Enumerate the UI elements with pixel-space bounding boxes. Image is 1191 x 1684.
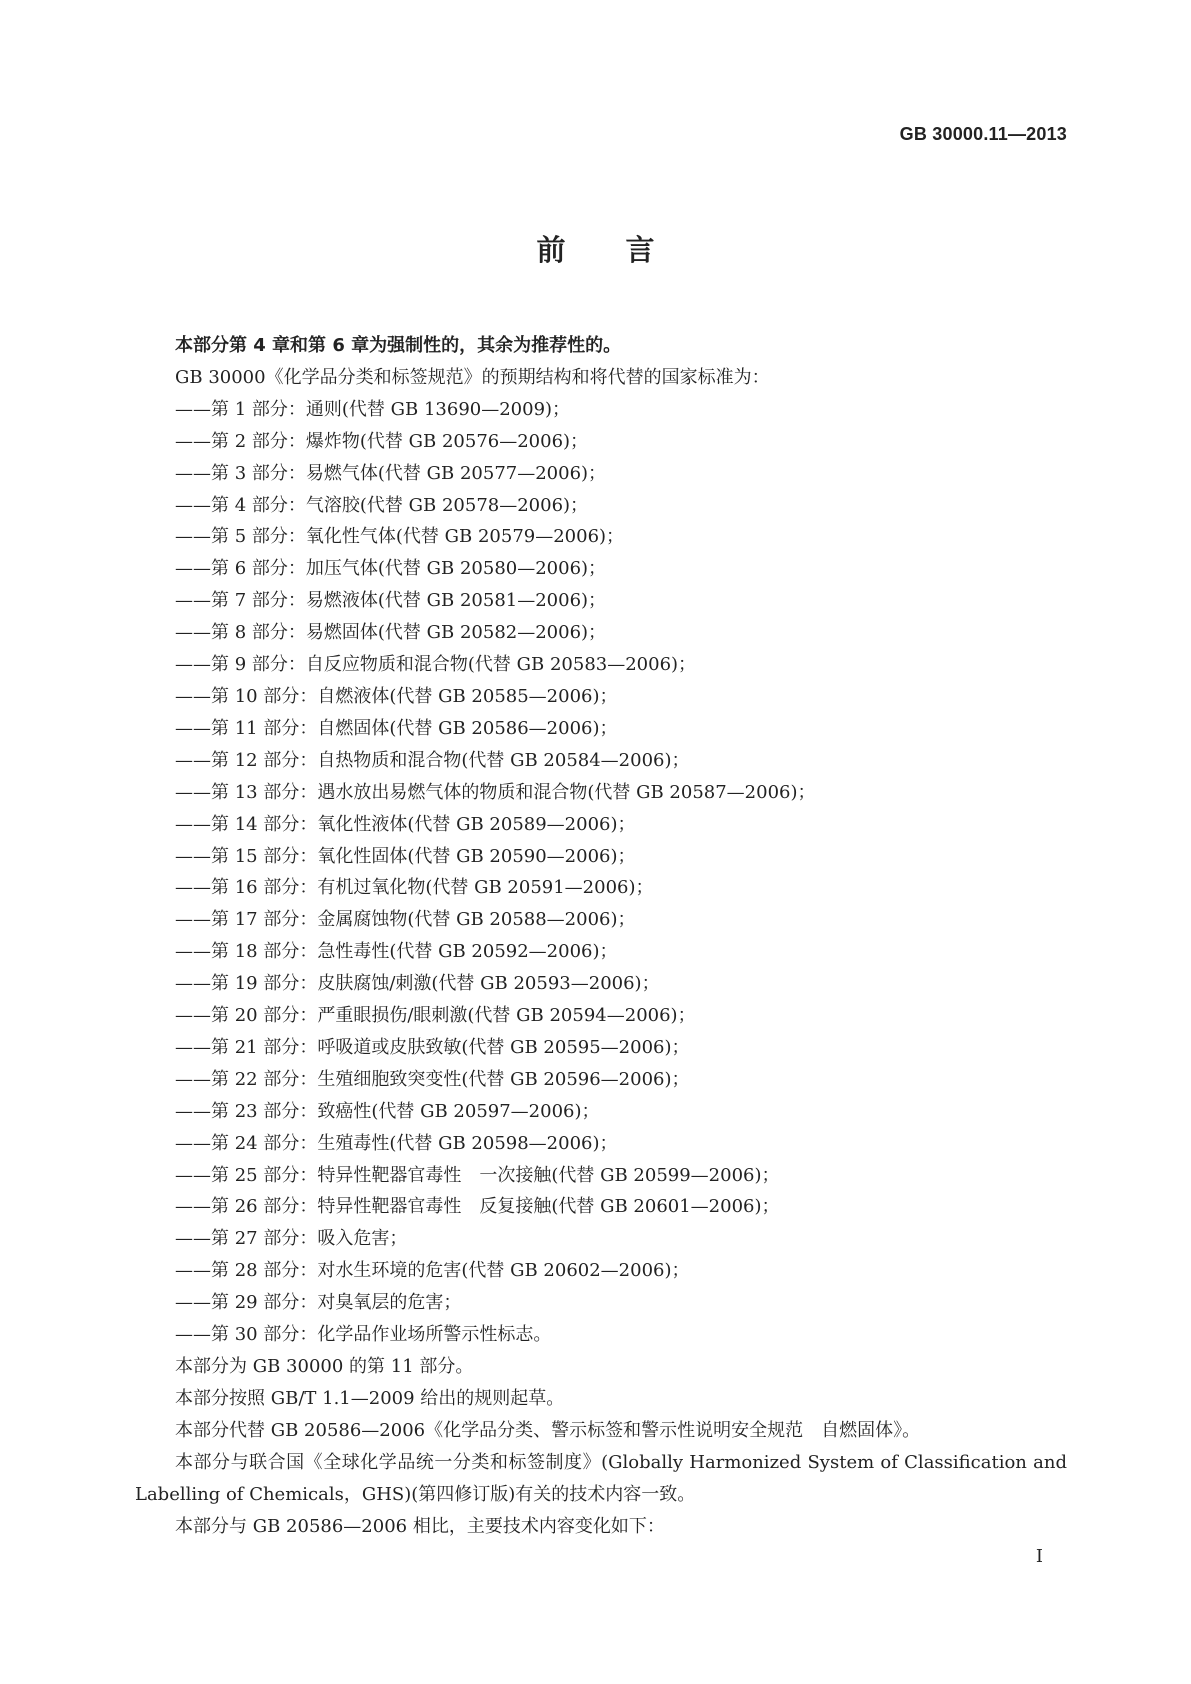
page-title: 前言 bbox=[536, 233, 715, 267]
list-item: ——第 22 部分：生殖细胞致突变性(代替 GB 20596—2006)； bbox=[175, 1068, 690, 1090]
list-item: ——第 3 部分：易燃气体(代替 GB 20577—2006)； bbox=[175, 462, 607, 484]
list-item: ——第 7 部分：易燃液体(代替 GB 20581—2006)； bbox=[175, 590, 607, 612]
list-item: ——第 18 部分：急性毒性(代替 GB 20592—2006)； bbox=[175, 941, 618, 963]
list-item: ——第 30 部分：化学品作业场所警示性标志。 bbox=[175, 1324, 552, 1346]
changes-intro: 本部分与 GB 20586—2006 相比，主要技术内容变化如下： bbox=[175, 1515, 665, 1537]
ghs-consistency-statement: 本部分与联合国《全球化学品统一分类和标签制度》(Globally Harmonized System of Classification and Labelling of Chemicals，GHS)(第四修订版)有关的技术内容一致。 bbox=[135, 1451, 1067, 1505]
drafting-rules-statement: 本部分按照 GB/T 1.1—2009 给出的规则起草。 bbox=[175, 1387, 565, 1409]
list-item: ——第 17 部分：金属腐蚀物(代替 GB 20588—2006)； bbox=[175, 909, 636, 931]
page-number: I bbox=[1035, 1546, 1043, 1567]
list-item: ——第 13 部分：遇水放出易燃气体的物质和混合物(代替 GB 20587—2006)； bbox=[175, 781, 816, 803]
list-item: ——第 1 部分：通则(代替 GB 13690—2009)； bbox=[175, 398, 571, 420]
list-item: ——第 20 部分：严重眼损伤/眼刺激(代替 GB 20594—2006)； bbox=[175, 1005, 696, 1027]
list-item: ——第 6 部分：加压气体(代替 GB 20580—2006)； bbox=[175, 558, 607, 580]
structure-intro: GB 30000《化学品分类和标签规范》的预期结构和将代替的国家标准为： bbox=[175, 366, 770, 388]
parts-list bbox=[135, 394, 1067, 1351]
list-item: ——第 14 部分：氧化性液体(代替 GB 20589—2006)； bbox=[175, 813, 636, 835]
part-number-statement: 本部分为 GB 30000 的第 11 部分。 bbox=[175, 1356, 474, 1377]
list-item: ——第 11 部分：自燃固体(代替 GB 20586—2006)； bbox=[175, 717, 618, 739]
list-item: ——第 27 部分：吸入危害； bbox=[175, 1228, 408, 1250]
list-item: ——第 2 部分：爆炸物(代替 GB 20576—2006)； bbox=[175, 430, 589, 452]
foreword-body bbox=[135, 330, 1067, 1542]
list-item: ——第 24 部分：生殖毒性(代替 GB 20598—2006)； bbox=[175, 1132, 618, 1154]
list-item: ——第 28 部分：对水生环境的危害(代替 GB 20602—2006)； bbox=[175, 1260, 690, 1282]
list-item: ——第 8 部分：易燃固体(代替 GB 20582—2006)； bbox=[175, 622, 607, 644]
list-item: ——第 23 部分：致癌性(代替 GB 20597—2006)； bbox=[175, 1100, 600, 1122]
mandatory-statement: 本部分第 4 章和第 6 章为强制性的，其余为推荐性的。 bbox=[175, 335, 622, 356]
list-item: ——第 4 部分：气溶胶(代替 GB 20578—2006)； bbox=[175, 494, 589, 516]
list-item: ——第 15 部分：氧化性固体(代替 GB 20590—2006)； bbox=[175, 845, 636, 867]
list-item: ——第 19 部分：皮肤腐蚀/刺激(代替 GB 20593—2006)； bbox=[175, 973, 660, 995]
list-item: ——第 29 部分：对臭氧层的危害； bbox=[175, 1292, 462, 1314]
list-item: ——第 5 部分：氧化性气体(代替 GB 20579—2006)； bbox=[175, 526, 625, 548]
list-item: ——第 26 部分：特异性靶器官毒性 反复接触(代替 GB 20601—2006)； bbox=[175, 1196, 780, 1218]
replaces-statement: 本部分代替 GB 20586—2006《化学品分类、警示标签和警示性说明安全规范 自燃固体》。 bbox=[175, 1419, 921, 1441]
standard-number: GB 30000.11—2013 bbox=[899, 124, 1067, 144]
list-item: ——第 12 部分：自热物质和混合物(代替 GB 20584—2006)； bbox=[175, 749, 690, 771]
list-item: ——第 16 部分：有机过氧化物(代替 GB 20591—2006)； bbox=[175, 877, 654, 899]
list-item: ——第 25 部分：特异性靶器官毒性 一次接触(代替 GB 20599—2006)； bbox=[175, 1164, 780, 1186]
list-item: ——第 21 部分：呼吸道或皮肤致敏(代替 GB 20595—2006)； bbox=[175, 1036, 690, 1058]
list-item: ——第 9 部分：自反应物质和混合物(代替 GB 20583—2006)； bbox=[175, 654, 697, 676]
list-item: ——第 10 部分：自燃液体(代替 GB 20585—2006)； bbox=[175, 685, 618, 707]
